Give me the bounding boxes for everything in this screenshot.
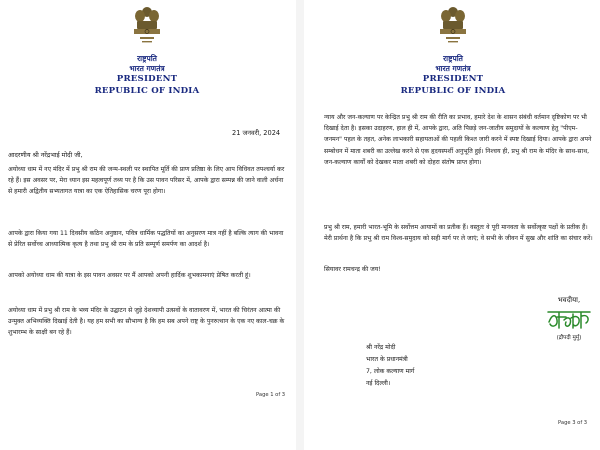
paragraph: आपके द्वारा किया गया 11 दिवसीय कठिन अनुष्ठान, पवित्र धार्मिक पद्धतियों का अनुसरण मात्र नहीं है बल्कि त्याग की भावना से प्रेरित सर्वोच्च आध्यात्मिक कृत्य है तथा प्रभु श्री राम के प्रति सम्पूर्ण समर्पण का आदर्श है। [8,230,284,249]
closing: भवदीया, [557,296,581,304]
addressee-line: श्री नरेंद्र मोदी [366,344,396,351]
page-number: Page 3 of 3 [558,420,588,426]
addressee-line: 7, लोक कल्याण मार्ग [366,368,415,375]
letter-page-3 [306,0,600,450]
signature-block [542,296,596,341]
page-gutter [296,0,304,450]
header-english-subtitle: REPUBLIC OF INDIA [94,86,200,96]
national-emblem-icon [436,4,470,50]
signature-caption: (द्रौपदी मुर्मु) [556,335,582,341]
page-number: Page 1 of 3 [256,392,286,398]
header-hindi-subtitle: भारत गणतंत्र [435,64,471,73]
header-hindi-title: राष्ट्रपति [137,54,157,63]
header-hindi-title: राष्ट्रपति [443,54,463,63]
paragraph: सियावर रामचन्द्र की जय! [324,266,381,273]
header-hindi-subtitle: भारत गणतंत्र [129,64,165,73]
header-english-title: PRESIDENT [116,74,178,84]
letter-page-1 [0,0,294,450]
paragraph: न्याय और जन-कल्याण पर केन्द्रित प्रभु श्री राम की रीति का प्रभाव, हमारे देश के शासन संबंधी वर्तमान दृष्टिकोण पर भी दिखाई देता है। इसका उदाहरण, हाल ही में, आपके द्वारा, अति पिछड़े जन-जातीय समुदायों के कल्याण हेतु "पीएम-जनमन" पहल के तहत, अनेक लाभकारी सहायताओं की पहली किश्त जारी करने में स्पष्ट दिखाई दिया। आपके द्वारा अपने सम्बोधन में माता शबरी का उल्लेख करने से एक हृदयस्पर्शी अनुभूति हुई। निश्चय ही, प्रभु श्री राम के मंदिर के साथ-साथ, जन-कल्याण कार्यों को देखकर माता शबरी को दोहरा संतोष प्राप्त होगा। [324,114,592,166]
paragraph: प्रभु श्री राम, हमारी भारत-भूमि के सर्वोत्तम आयामों का प्रतीक हैं। वस्तुतः वे पूरी मानवता के सर्वोत्कृष्ट पक्षों के प्रतीक हैं। मेरी प्रार्थना है कि प्रभु श्री राम विश्व-समुदाय को सही मार्ग पर ले जाएं; वे सभी के जीवन में सुख और शांति का संचार करें। [324,224,593,243]
handwritten-signature [546,308,592,332]
header-english-subtitle: REPUBLIC OF INDIA [400,86,506,96]
paragraph: अयोध्या धाम में प्रभु श्री राम के भव्य मंदिर के उद्घाटन से जुड़े देशव्यापी उत्सवों के वातावरण में, भारत की चिरंतन आत्मा की उन्मुक्त अभिव्यक्ति दिखाई देती है। यह हम सभी का सौभाग्य है कि हम सब अपने राष्ट्र के पुनरुत्थान के एक नए काल-चक्र के शुभारम्भ के साक्षी बन रहे हैं। [8,307,285,337]
letter-date: 21 जनवरी, 2024 [232,129,281,137]
addressee-line: भारत के प्रधानमंत्री [366,356,408,363]
addressee-line: नई दिल्ली। [366,380,391,387]
header-english-title: PRESIDENT [422,74,484,84]
national-emblem-icon [130,4,164,50]
salutation: आदरणीय श्री नरेंद्रभाई मोदी जी, [8,151,83,159]
paragraph: अयोध्या धाम में नए मंदिर में प्रभु श्री राम की जन्म-स्थली पर स्थापित मूर्ति की प्राण प्रतिष्ठा के लिए आप विधिवत तपश्चर्या कर रहे हैं। इस अवसर पर, मेरा ध्यान इस महत्वपूर्ण तथ्य पर है कि उस पावन परिसर में, आपके द्वारा सम्पन्न की जाने वाली अर्चना से हमारी अद्वितीय सभ्यतागत यात्रा का एक ऐतिहासिक चरण पूरा होगा। [8,166,285,196]
paragraph: आपको अयोध्या धाम की यात्रा के इस पावन अवसर पर मैं आपको अपनी हार्दिक शुभकामनाएं प्रेषित करती हूं। [8,272,251,279]
